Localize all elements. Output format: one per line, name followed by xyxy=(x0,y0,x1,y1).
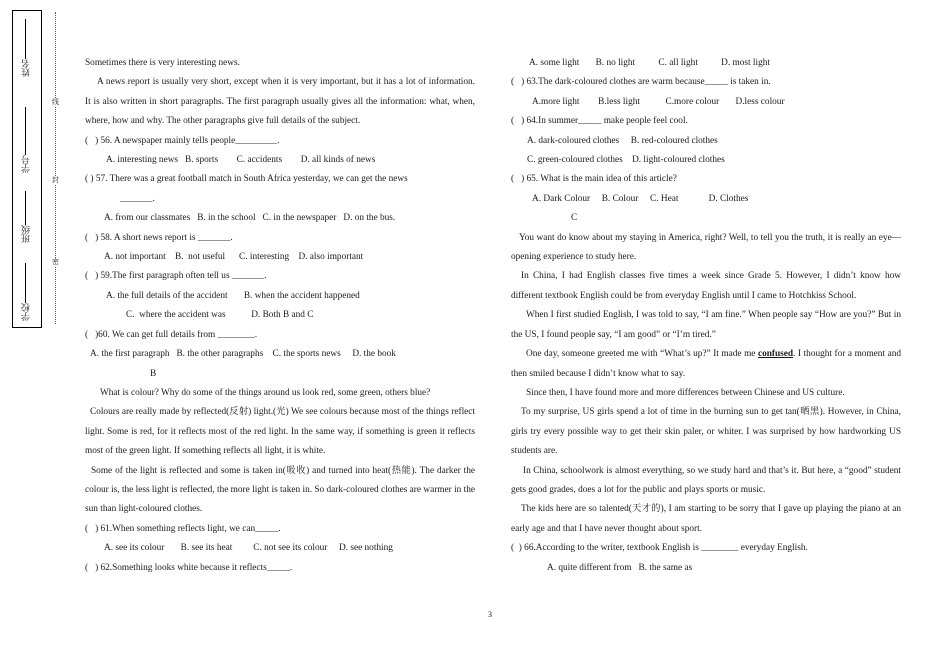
page-number: 3 xyxy=(488,610,492,619)
question-61: ( ) 61.When something reflects light, we can_____. xyxy=(85,523,281,534)
seal-label-seal: 封 xyxy=(52,176,59,184)
left-column xyxy=(85,54,475,578)
school-label: 学校 xyxy=(21,303,31,321)
question-65: ( ) 65. What is the main idea of this article? xyxy=(511,174,677,185)
name-field xyxy=(19,19,32,77)
question-57-blank: _______. xyxy=(120,193,155,204)
question-66-options: A. quite different from B. the same as xyxy=(547,562,693,573)
story-paragraph-6: To my surprise, US girls spend a lot of time in the burning sun to get tan(晒黑). However, in China, girls try every possible way to get their skin paler, or whiter. I was surprised by how hardworking US students are. xyxy=(511,407,901,457)
question-58: ( ) 58. A short news report is _______. xyxy=(85,232,233,243)
news-paragraph: A news report is usually very short, except when it is very important, but it has a lot of information. It is also written in short paragraphs. The first paragraph usually gives all the information: what, when, where, how and why. The other paragraphs give full details of the subject. xyxy=(85,77,475,127)
name-label: 姓名 xyxy=(21,59,31,77)
question-59: ( ) 59.The first paragraph often tell us _______. xyxy=(85,271,267,282)
question-64-options-2: C. green-coloured clothes D. light-coloured clothes xyxy=(527,155,725,166)
question-57-options: A. from our classmates B. in the school C. in the newspaper D. on the bus. xyxy=(104,213,396,224)
question-62-options: A. some light B. no light C. all light D. most light xyxy=(529,58,770,68)
story-paragraph-7: In China, schoolwork is almost everything, so we study hard and that’s it. But here, a “good” student gets good grades, does a lot for the public and plays sports or music. xyxy=(511,465,901,495)
story-paragraph-3: When I first studied English, I was told to say, “I am fine.” When people say “How are you?” But in the US, I found people say, “I am good” or “I’m tired.” xyxy=(511,310,901,340)
story-paragraph-1: You want do know about my staying in America, right? Well, to tell you the truth, it is really an eye—opening experience to study here. xyxy=(511,232,901,263)
confused-word: confused xyxy=(757,349,794,360)
story-paragraph-5: Since then, I have found more and more differences between Chinese and US culture. xyxy=(526,387,845,398)
answer-b: B xyxy=(150,368,157,379)
class-label: 班级 xyxy=(21,225,31,243)
question-64: ( ) 64.In summer_____ make people feel cool. xyxy=(511,116,688,127)
school-field xyxy=(19,263,32,321)
question-60: ( )60. We can get full details from ________. xyxy=(85,329,258,340)
question-59-options-1: A. the full details of the accident B. when the accident happened xyxy=(106,290,360,301)
seal-dotted-line xyxy=(55,12,56,324)
answer-c: C xyxy=(571,213,578,224)
question-64-options-1: A. dark-coloured clothes B. red-coloured clothes xyxy=(527,135,718,146)
seal-label-line: 线 xyxy=(52,98,59,106)
story-paragraph-4-start: One day, someone greeted me with “What’s up?” It made me xyxy=(526,349,758,360)
question-57: ( ) 57. There was a great football match in South Africa yesterday, we can get the news xyxy=(85,174,408,185)
story-paragraph-4 xyxy=(511,345,901,384)
question-59-options-2: C. where the accident was D. Both B and C xyxy=(126,310,314,321)
question-56: ( ) 56. A newspaper mainly tells people_________. xyxy=(85,135,280,146)
class-field xyxy=(19,191,32,243)
colour-paragraph-2: Some of the light is reflected and some is taken in(吸收) and turned into heat(热能). The darker the colour is, the less light is reflected, the more light is taken in. So dark-coloured clothes are warmer in the sun than light-coloured clothes. xyxy=(85,465,475,515)
question-56-options: A. interesting news B. sports C. accidents D. all kinds of news xyxy=(106,155,376,166)
right-column xyxy=(511,54,901,578)
intro-line: Sometimes there is very interesting news. xyxy=(85,58,240,68)
question-65-options: A. Dark Colour B. Colour C. Heat D. Clothes xyxy=(532,193,749,204)
id-label: 学号 xyxy=(21,155,31,173)
question-62: ( ) 62.Something looks white because it reflects_____. xyxy=(85,562,293,573)
student-id-field xyxy=(19,107,32,173)
question-66: ( ) 66.According to the writer, textbook English is ________ everyday English. xyxy=(511,543,808,554)
story-paragraph-2: In China, I had English classes five times a week since Grade 5. However, I didn’t know how different textbook English could be from everyday English until I came to Hotchkiss School. xyxy=(511,271,901,301)
question-60-options: A. the first paragraph B. the other paragraphs C. the sports news D. the book xyxy=(90,349,396,360)
colour-paragraph-1: Colours are really made by reflected(反射) light.(光) We see colours because most of the things reflect light. Some is red, for it reflects most of the red light. In the same way, if something is green it reflects most of the green light. If something reflects all light, it is white. xyxy=(85,407,475,457)
colour-question-paragraph: What is colour? Why do some of the things around us look red, some green, others blue? xyxy=(100,387,431,398)
question-58-options: A. not important B. not useful C. interesting D. also important xyxy=(104,252,364,263)
seal-label-secret: 密 xyxy=(52,258,59,266)
binding-margin-box xyxy=(12,10,42,328)
question-63: ( ) 63.The dark-coloured clothes are warm because_____ is taken in. xyxy=(511,77,771,88)
question-61-options: A. see its colour B. see its heat C. not see its colour D. see nothing xyxy=(104,543,393,554)
question-63-options: A.more light B.less light C.more colour D.less colour xyxy=(532,96,785,107)
story-paragraph-4-end: . I thought for a moment and then smiled because I didn’t know what to say. xyxy=(511,349,901,379)
story-paragraph-8: The kids here are so talented(天才的), I am starting to be sorry that I gave up playing the piano at an early age and that I have never thought about sport. xyxy=(511,504,901,534)
